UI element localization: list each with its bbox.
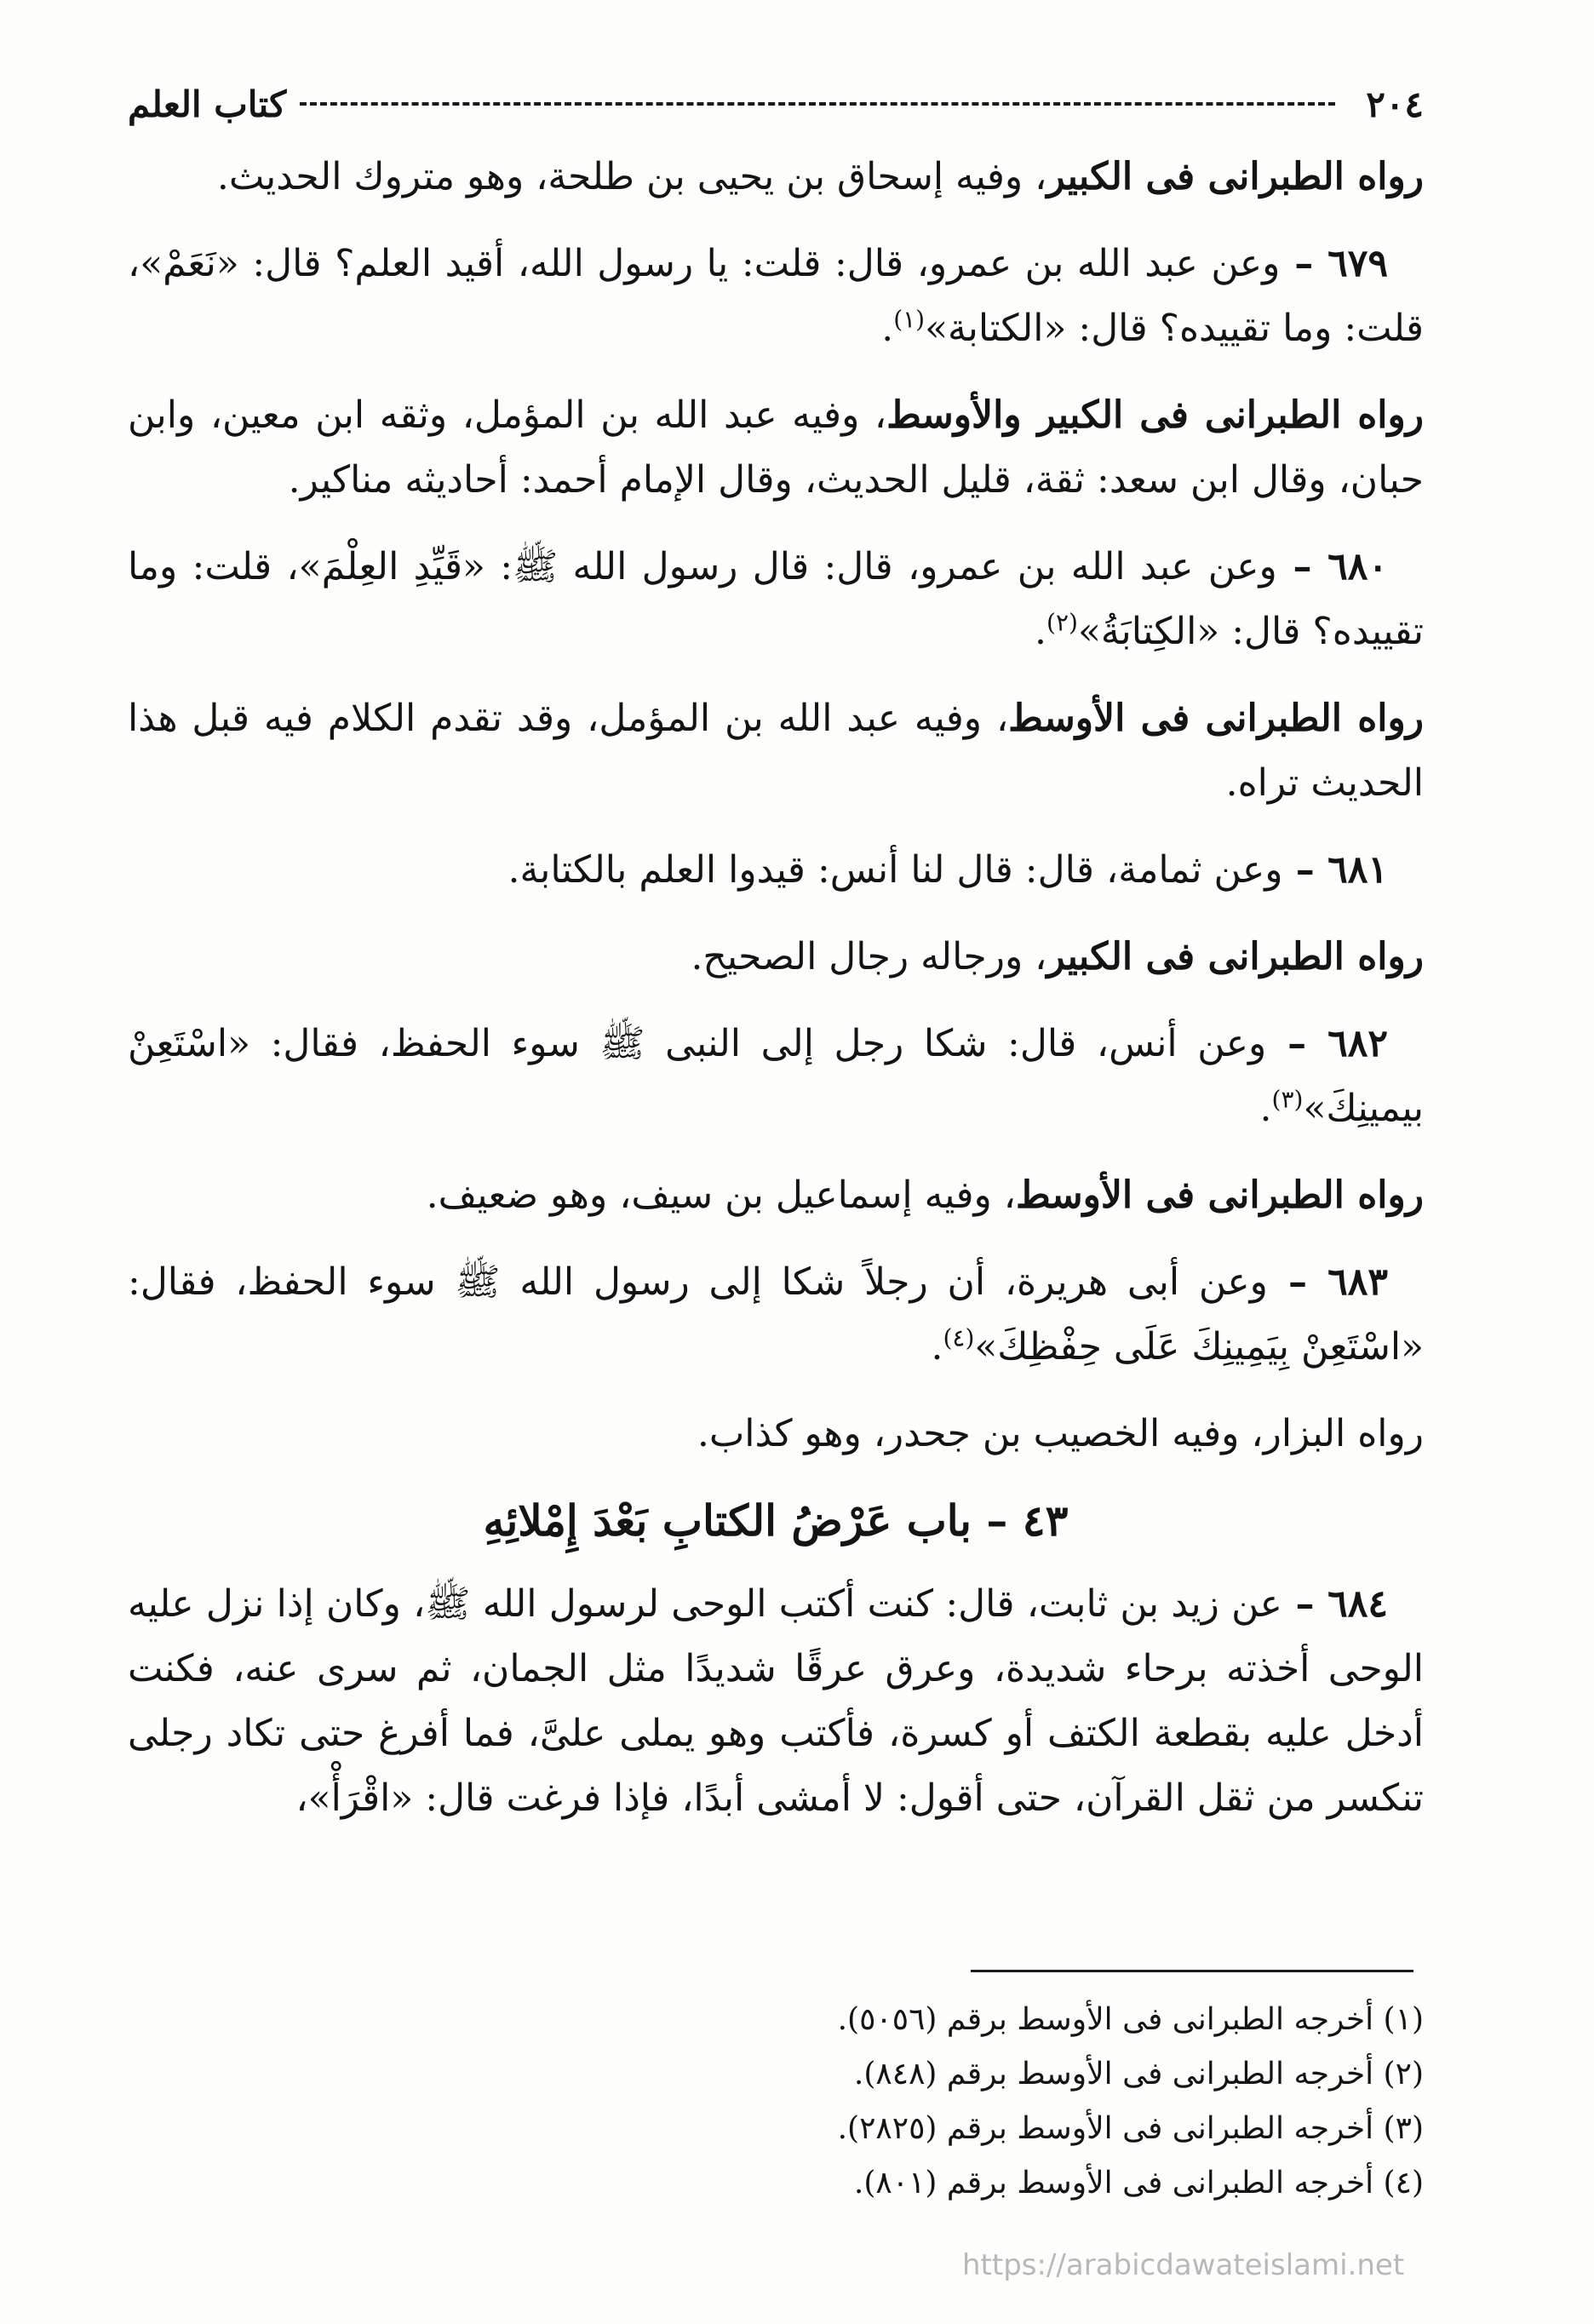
paragraph-p4: [128, 925, 1424, 990]
footnote-reference: (١): [893, 305, 926, 334]
paragraph-text-span: .: [1259, 1087, 1272, 1130]
paragraph-list: [128, 145, 1424, 1466]
paragraph-p6: [128, 1402, 1424, 1466]
paragraph-bold-span: ٦٨٢ –: [1266, 1022, 1388, 1065]
hadith-684-bold-span: ٦٨٤ –: [1282, 1582, 1388, 1626]
paragraph-text-span: ، وفيه عبد الله بن المؤمل، وثقه ابن معين، وابن حبان، وقال ابن سعد: ثقة، قليل الحديث، وقال الإمام أحمد: أحاديثه مناكير.: [128, 393, 1424, 502]
paragraph-text-span: ، وفيه إسماعيل بن سيف، وهو ضعيف.: [426, 1173, 1016, 1217]
paragraph-text-span: ، ورجاله رجال الصحيح.: [691, 935, 1047, 978]
paragraph-bold-span: ٦٨٠ –: [1276, 545, 1388, 588]
header-dashed-rule: [300, 102, 1335, 106]
paragraph-bold-span: رواه الطبرانى فى الأوسط: [1008, 697, 1424, 740]
paragraph-p1: [128, 145, 1424, 209]
paragraph-p5: [128, 1163, 1424, 1228]
footnote-reference: (٢): [1046, 608, 1078, 637]
paragraph-text-span: وعن عبد الله بن عمرو، قال: قال رسول الله ﷺ: «قَيِّدِ العِلْمَ»، قلت: وما تقييده؟ قال: «الكِتابَةُ»: [128, 545, 1424, 653]
paragraph-text-span: وعن أبى هريرة، أن رجلاً شكا إلى رسول الله ﷺ سوء الحفظ، فقال: «اسْتَعِنْ بِيَمِينِكَ عَلَى حِفْظِكَ»: [128, 1260, 1424, 1369]
footnote-4: (٤) أخرجه الطبرانى فى الأوسط برقم (٨٠١).: [853, 2166, 1424, 2201]
paragraph-bold-span: ٦٨٣ –: [1267, 1260, 1389, 1304]
footnote-reference: (٤): [943, 1323, 975, 1352]
paragraph-bold-span: رواه الطبرانى فى الكبير: [1046, 155, 1424, 198]
running-book-title: كتاب العلم: [128, 83, 287, 125]
footnotes: [341, 1993, 1424, 2211]
footnote-separator: [971, 1970, 1413, 1972]
paragraph-h682: [128, 1012, 1424, 1141]
paragraph-text-span: .: [931, 1325, 943, 1369]
footnote-1: (١) أخرجه الطبرانى فى الأوسط برقم (٥٠٥٦).: [837, 2002, 1424, 2037]
paragraph-h679: [128, 232, 1424, 361]
paragraph-bold-span: ٦٧٩ –: [1280, 242, 1388, 285]
paragraph-h681: [128, 838, 1424, 903]
paragraph-text-span: وعن ثمامة، قال: قال لنا أنس: قيدوا العلم بالكتابة.: [507, 848, 1283, 892]
hadith-684-text-span: عن زيد بن ثابت، قال: كنت أكتب الوحى لرسول الله ﷺ، وكان إذا نزل عليه الوحى أخذته برحاء شديدة، وعرق عرقًا شديدًا مثل الجمان، ثم سرى عنه، فكنت أدخل عليه بقطعة الكتف أو كسرة، فأكتب وهو يملى علىَّ، فما أفرغ حتى تكاد رجلى تنكسر من ثقل القرآن، حتى أقول: لا أمشى أبدًا، فإذا فرغت قال: «اقْرَأْ»،: [128, 1582, 1424, 1820]
paragraph-text-span: ، وفيه إسحاق بن يحيى بن طلحة، وهو متروك الحديث.: [216, 155, 1047, 198]
chapter-heading: ٤٣ – باب عَرْضُ الكتابِ بَعْدَ إِمْلائِهِ: [483, 1495, 1069, 1546]
paragraph-h680: [128, 535, 1424, 664]
paragraph-text-span: ، وفيه عبد الله بن المؤمل، وقد تقدم الكلام فيه قبل هذا الحديث تراه.: [128, 697, 1424, 805]
paragraph-bold-span: رواه الطبرانى فى الكبير: [1046, 935, 1424, 978]
paragraph-p3: [128, 686, 1424, 816]
paragraph-text-span: .: [1035, 610, 1047, 653]
paragraph-text-span: .: [881, 307, 894, 350]
paragraph-text-span: وعن عبد الله بن عمرو، قال: قلت: يا رسول الله، أقيد العلم؟ قال: «نَعَمْ»، قلت: وما تقييده؟ قال: «الكتابة»: [128, 242, 1424, 350]
hadith-684-paragraph: [128, 1572, 1424, 1831]
paragraph-text-span: وعن أنس، قال: شكا رجل إلى النبى ﷺ سوء الحفظ، فقال: «اسْتَعِنْ بيمينِكَ»: [128, 1022, 1424, 1130]
paragraph-bold-span: رواه الطبرانى فى الكبير والأوسط: [886, 393, 1425, 437]
page-header: [128, 78, 1424, 129]
source-watermark: https://arabicdawateislami.net: [962, 2248, 1405, 2282]
paragraph-p2: [128, 383, 1424, 513]
paragraph-bold-span: ٦٨١ –: [1282, 848, 1388, 892]
footnote-reference: (٣): [1271, 1085, 1304, 1114]
paragraph-h683: [128, 1250, 1424, 1380]
main-text: [128, 145, 1424, 1853]
paragraph-text-span: رواه البزار، وفيه الخصيب بن جحدر، وهو كذاب.: [697, 1412, 1424, 1455]
footnote-2: (٢) أخرجه الطبرانى فى الأوسط برقم (٨٤٨).: [853, 2057, 1424, 2092]
page-number: ٢٠٤: [1366, 83, 1424, 125]
paragraph-bold-span: رواه الطبرانى فى الأوسط: [1015, 1173, 1424, 1217]
footnote-3: (٣) أخرجه الطبرانى فى الأوسط برقم (٢٨٢٥).: [837, 2111, 1424, 2146]
